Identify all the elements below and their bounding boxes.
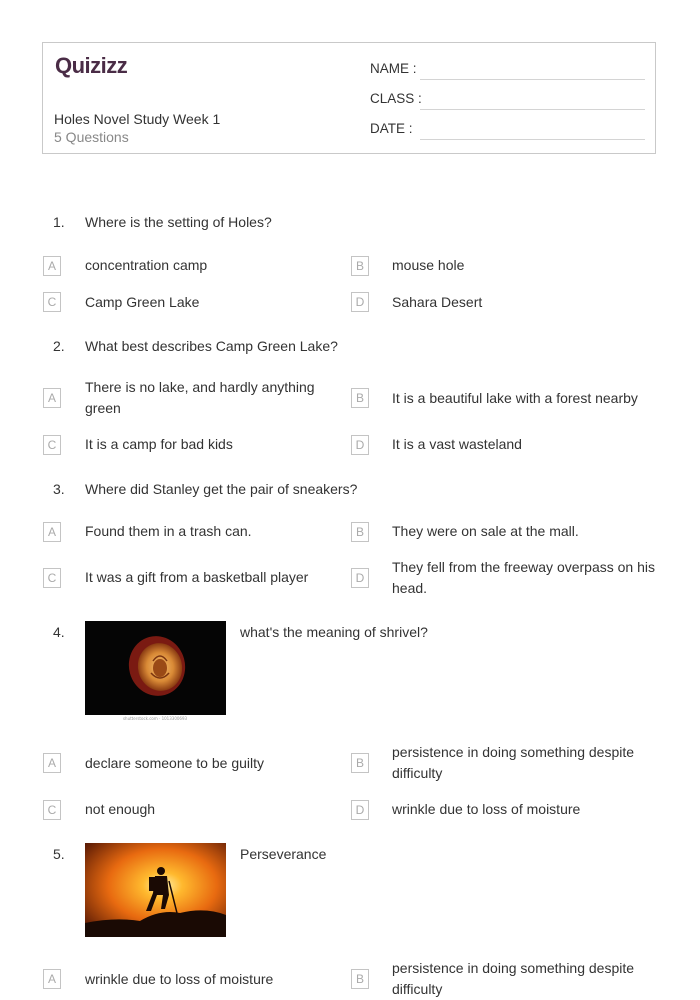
option-text: wrinkle due to loss of moisture <box>85 971 274 987</box>
name-label: NAME : <box>370 61 417 76</box>
date-line <box>420 139 645 140</box>
option-text: Found them in a trash can. <box>85 523 252 539</box>
option-letter[interactable]: C <box>43 568 61 588</box>
option-text: persistence in doing something despite difficulty <box>392 960 635 997</box>
option-text: They fell from the freeway overpass on his head. <box>392 559 656 596</box>
option-letter[interactable]: D <box>351 800 369 820</box>
question-number: 5. <box>53 846 65 862</box>
question-number: 3. <box>53 481 65 497</box>
question-image-apple <box>85 621 226 721</box>
option-letter[interactable]: D <box>351 568 369 588</box>
option-letter[interactable]: C <box>43 292 61 312</box>
option-letter[interactable]: B <box>351 522 369 542</box>
image-watermark: shutterstock.com · 1013300693 <box>122 716 188 721</box>
option-letter[interactable]: B <box>351 969 369 989</box>
option-text: wrinkle due to loss of moisture <box>392 801 581 817</box>
shriveled-apple-image <box>85 621 226 721</box>
question-image-hiker <box>85 843 226 937</box>
option-letter[interactable]: D <box>351 292 369 312</box>
date-label: DATE : <box>370 121 413 136</box>
question-text: what's the meaning of shrivel? <box>240 624 428 640</box>
option-letter[interactable]: A <box>43 969 61 989</box>
worksheet-header <box>42 42 656 154</box>
option-text: They were on sale at the mall. <box>392 523 579 539</box>
option-text: declare someone to be guilty <box>85 755 264 771</box>
option-letter[interactable]: B <box>351 753 369 773</box>
option-text: It was a gift from a basketball player <box>85 569 309 585</box>
option-text: concentration camp <box>85 257 208 273</box>
option-text: It is a camp for bad kids <box>85 436 233 452</box>
option-text: persistence in doing something despite difficulty <box>392 744 635 781</box>
question-text: Perseverance <box>240 846 327 862</box>
class-line <box>420 109 645 110</box>
question-count: 5 Questions <box>54 129 129 145</box>
option-letter[interactable]: B <box>351 388 369 408</box>
hiker-silhouette-image <box>85 843 226 937</box>
name-field[interactable] <box>370 61 417 76</box>
question-text: Where is the setting of Holes? <box>85 214 272 230</box>
worksheet-title: Holes Novel Study Week 1 <box>54 111 221 127</box>
option-text: not enough <box>85 801 156 817</box>
option-text: There is no lake, and hardly anything green <box>85 379 315 416</box>
option-letter[interactable]: A <box>43 256 61 276</box>
class-field[interactable] <box>370 91 422 106</box>
quizizz-logo: Quizizz <box>55 53 128 78</box>
name-line <box>420 79 645 80</box>
option-letter[interactable]: A <box>43 753 61 773</box>
option-letter[interactable]: B <box>351 256 369 276</box>
option-letter[interactable]: C <box>43 800 61 820</box>
question-number: 2. <box>53 338 65 354</box>
question-text: Where did Stanley get the pair of sneakers? <box>85 481 358 497</box>
class-label: CLASS : <box>370 91 422 106</box>
question-number: 1. <box>53 214 65 230</box>
option-letter[interactable]: D <box>351 435 369 455</box>
date-field[interactable] <box>370 121 413 136</box>
option-text: It is a vast wasteland <box>392 436 522 452</box>
option-text: Camp Green Lake <box>85 294 200 310</box>
option-letter[interactable]: A <box>43 388 61 408</box>
question-number: 4. <box>53 624 65 640</box>
option-text: mouse hole <box>392 257 465 273</box>
option-text: Sahara Desert <box>392 294 483 310</box>
option-letter[interactable]: A <box>43 522 61 542</box>
option-letter[interactable]: C <box>43 435 61 455</box>
option-text: It is a beautiful lake with a forest nearby <box>392 390 638 406</box>
question-text: What best describes Camp Green Lake? <box>85 338 338 354</box>
